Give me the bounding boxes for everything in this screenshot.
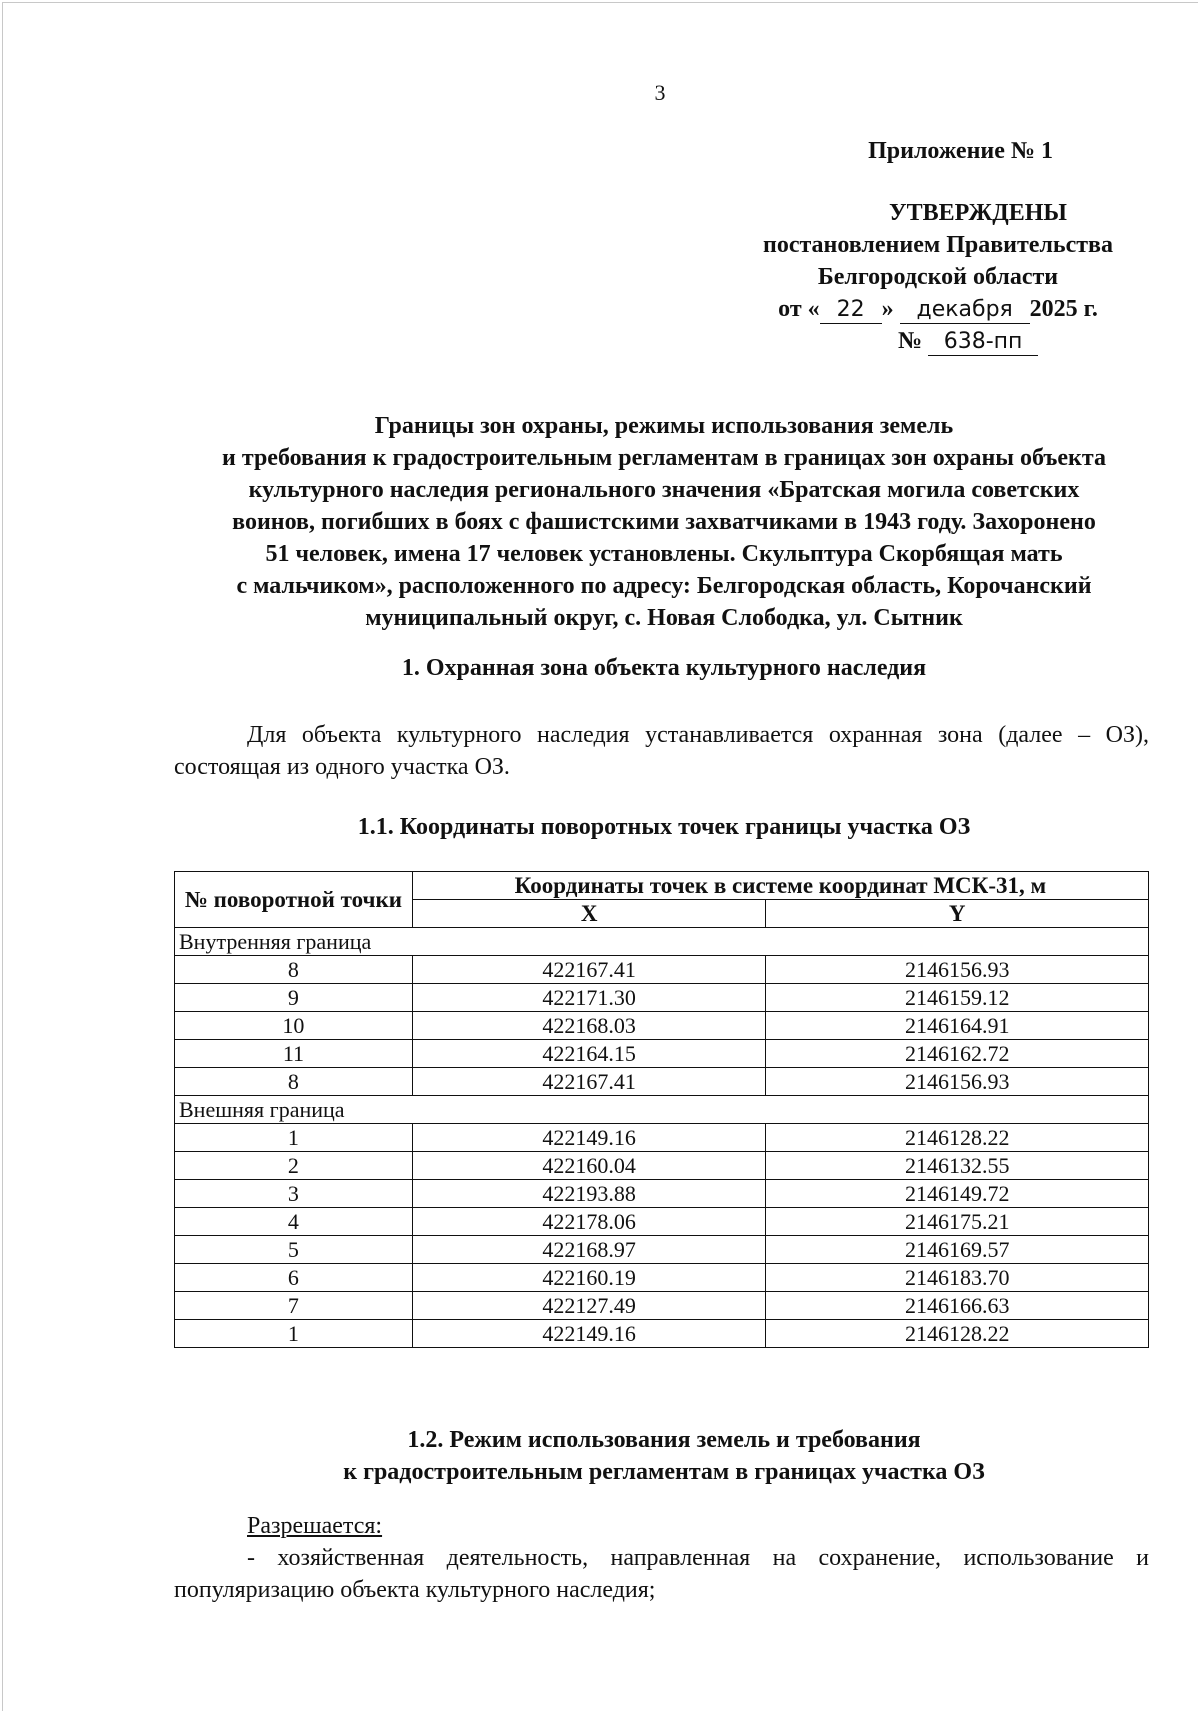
section-1-2-heading-line-2: к градостроительным регламентам в границах участка ОЗ xyxy=(343,1459,985,1485)
cell-point: 4 xyxy=(175,1208,413,1236)
column-header-x: X xyxy=(412,900,766,928)
column-header-point-text: № поворотной точки xyxy=(184,886,403,912)
cell-point: 3 xyxy=(175,1180,413,1208)
cell-point: 10 xyxy=(175,1012,413,1040)
cell-y: 2146183.70 xyxy=(766,1264,1149,1292)
cell-point: 1 xyxy=(175,1320,413,1348)
cell-y: 2146156.93 xyxy=(766,956,1149,984)
cell-point: 1 xyxy=(175,1124,413,1152)
table-row xyxy=(175,1180,1149,1208)
section-1-2-heading-line-1: 1.2. Режим использования земель и требования xyxy=(407,1427,921,1453)
cell-y: 2146166.63 xyxy=(766,1292,1149,1320)
cell-x: 422160.04 xyxy=(412,1152,766,1180)
approval-line-1: постановлением Правительства xyxy=(762,232,1113,258)
title-line: 51 человек, имена 17 человек установлены. Скульптура Скорбящая мать xyxy=(265,541,1063,567)
table-group-row xyxy=(175,1096,1149,1124)
cell-x: 422168.97 xyxy=(412,1236,766,1264)
table-row xyxy=(175,1320,1149,1348)
cell-x: 422171.30 xyxy=(412,984,766,1012)
title-line: культурного наследия регионального значения «Братская могила советских xyxy=(248,477,1080,503)
cell-y: 2146169.57 xyxy=(766,1236,1149,1264)
cell-point: 11 xyxy=(175,1040,413,1068)
cell-x: 422160.19 xyxy=(412,1264,766,1292)
cell-point: 8 xyxy=(175,1068,413,1096)
cell-y: 2146149.72 xyxy=(766,1180,1149,1208)
table-row xyxy=(175,1236,1149,1264)
section-1-paragraph-text: Для объекта культурного наследия устанавливается охранная зона (далее – ОЗ), состоящая из одного участка ОЗ. xyxy=(174,722,1149,780)
cell-x: 422167.41 xyxy=(412,956,766,984)
section-1-heading: 1. Охранная зона объекта культурного наследия xyxy=(401,655,927,681)
table-row xyxy=(175,984,1149,1012)
cell-x: 422178.06 xyxy=(412,1208,766,1236)
cell-y: 2146128.22 xyxy=(766,1124,1149,1152)
date-day: 22 xyxy=(820,297,882,324)
title-line: с мальчиком», расположенного по адресу: Белгородская область, Корочанский xyxy=(236,573,1092,599)
table-row xyxy=(175,1152,1149,1180)
allowed-item-1 xyxy=(174,1542,1149,1606)
title-line: Границы зон охраны, режимы использования земель xyxy=(374,413,954,439)
section-1-1-heading: 1.1. Координаты поворотных точек границы участка ОЗ xyxy=(357,814,971,840)
section-1-paragraph xyxy=(174,719,1149,783)
cell-x: 422167.41 xyxy=(412,1068,766,1096)
cell-x: 422149.16 xyxy=(412,1124,766,1152)
cell-x: 422149.16 xyxy=(412,1320,766,1348)
cell-y: 2146175.21 xyxy=(766,1208,1149,1236)
cell-point: 9 xyxy=(175,984,413,1012)
date-mid: » xyxy=(881,296,894,322)
date-prefix: от « xyxy=(778,296,820,322)
table-row xyxy=(175,1208,1149,1236)
cell-y: 2146159.12 xyxy=(766,984,1149,1012)
allowed-label: Разрешается: xyxy=(247,1513,383,1539)
approval-line-2: Белгородской области xyxy=(817,264,1059,290)
table-group-row xyxy=(175,928,1149,956)
title-line: и требования к градостроительным регламентам в границах зон охраны объекта xyxy=(222,445,1106,471)
document-title xyxy=(174,410,1154,634)
approval-block xyxy=(728,135,1148,357)
table-row xyxy=(175,956,1149,984)
table-row xyxy=(175,1012,1149,1040)
column-header-point xyxy=(175,872,413,928)
cell-x: 422193.88 xyxy=(412,1180,766,1208)
cell-x: 422168.03 xyxy=(412,1012,766,1040)
number-prefix: № xyxy=(897,328,923,354)
table-row xyxy=(175,1124,1149,1152)
cell-point: 8 xyxy=(175,956,413,984)
cell-point: 7 xyxy=(175,1292,413,1320)
cell-y: 2146132.55 xyxy=(766,1152,1149,1180)
cell-x: 422127.49 xyxy=(412,1292,766,1320)
coordinates-table xyxy=(174,871,1149,1348)
group-label-inner: Внутренняя граница xyxy=(175,928,1149,956)
approval-number xyxy=(788,325,1148,357)
cell-x: 422164.15 xyxy=(412,1040,766,1068)
date-year: 2025 г. xyxy=(1029,296,1098,322)
title-line: муниципальный округ, с. Новая Слободка, ул. Сытник xyxy=(365,605,963,631)
cell-point: 5 xyxy=(175,1236,413,1264)
page-number: 3 xyxy=(654,80,666,105)
table-row xyxy=(175,1068,1149,1096)
cell-y: 2146128.22 xyxy=(766,1320,1149,1348)
approved-label: УТВЕРЖДЕНЫ xyxy=(889,200,1067,226)
date-month: декабря xyxy=(900,297,1030,324)
allowed-item-1-text: - хозяйственная деятельность, направленная на сохранение, использование и популяризацию объекта культурного наследия; xyxy=(174,1545,1149,1603)
appendix-label: Приложение № 1 xyxy=(868,138,1053,164)
table-header-row xyxy=(175,872,1149,900)
cell-y: 2146162.72 xyxy=(766,1040,1149,1068)
table-row xyxy=(175,1040,1149,1068)
column-header-y: Y xyxy=(766,900,1149,928)
section-1-2-heading xyxy=(174,1424,1154,1488)
approval-date xyxy=(728,293,1148,325)
table-row xyxy=(175,1264,1149,1292)
allowed-label-line xyxy=(174,1510,1149,1542)
cell-y: 2146156.93 xyxy=(766,1068,1149,1096)
cell-y: 2146164.91 xyxy=(766,1012,1149,1040)
table-row xyxy=(175,1292,1149,1320)
column-header-coords: Координаты точек в системе координат МСК-31, м xyxy=(412,872,1148,900)
cell-point: 6 xyxy=(175,1264,413,1292)
title-line: воинов, погибших в боях с фашистскими захватчиками в 1943 году. Захоронено xyxy=(232,509,1096,535)
number-value: 638-пп xyxy=(928,329,1038,356)
cell-point: 2 xyxy=(175,1152,413,1180)
group-label-outer: Внешняя граница xyxy=(175,1096,1149,1124)
